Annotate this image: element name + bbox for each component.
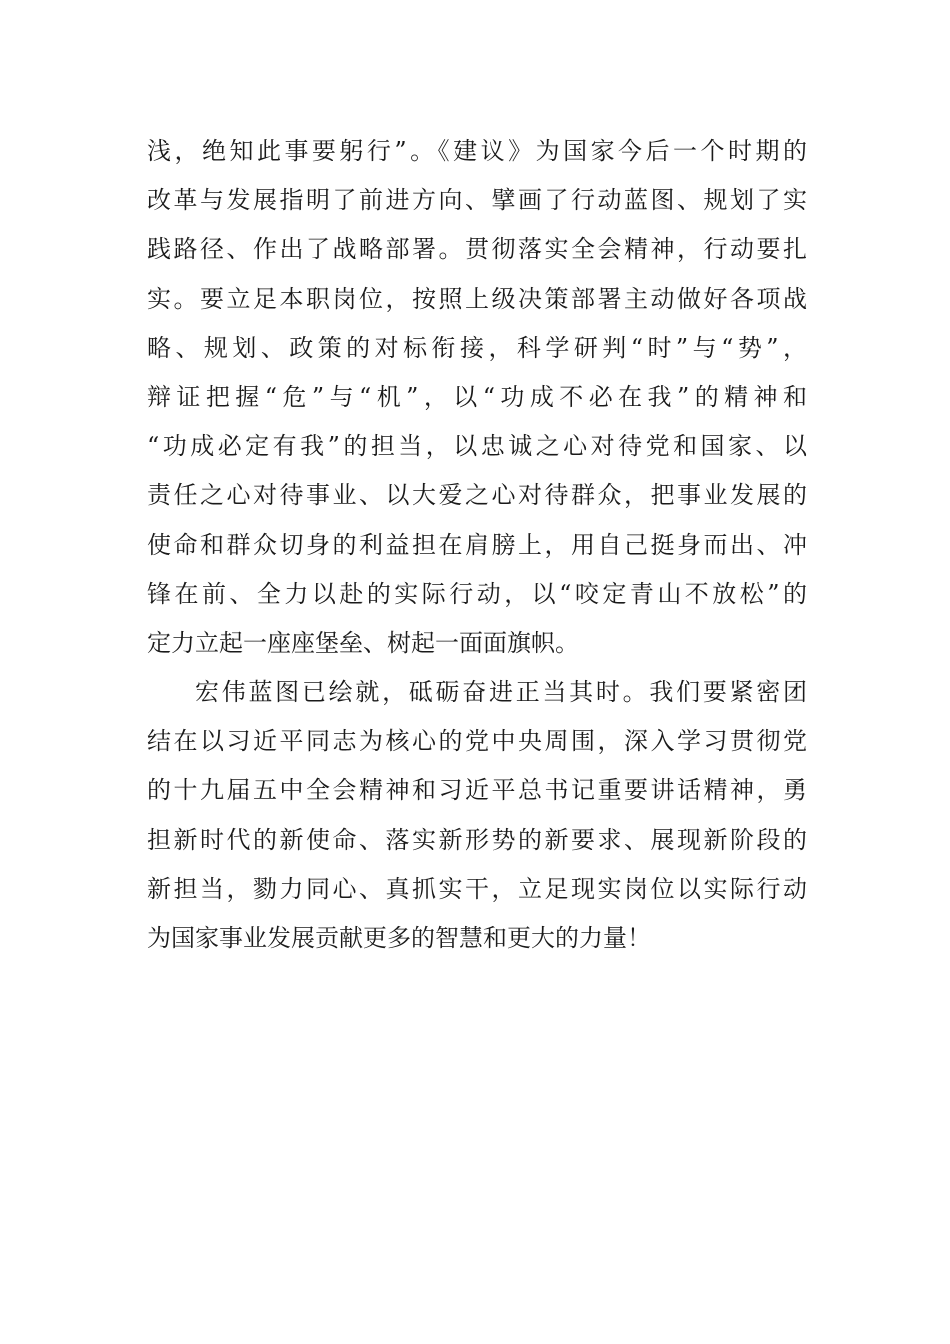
text-line: 改革与发展指明了前进方向、擘画了行动蓝图、规划了实 — [147, 186, 807, 215]
body-text — [147, 127, 807, 963]
text-line: 结在以习近平同志为核心的党中央周围，深入学习贯彻党 — [147, 727, 807, 756]
text-line: “功成必定有我”的担当，以忠诚之心对待党和国家、以 — [147, 432, 807, 461]
text-line: 责任之心对待事业、以大爱之心对待群众，把事业发展的 — [147, 481, 807, 510]
text-line: 宏伟蓝图已绘就，砥砺奋进正当其时。我们要紧密团 — [195, 678, 807, 707]
text-line: 新担当，勠力同心、真抓实干，立足现实岗位以实际行动 — [147, 874, 807, 903]
text-line: 为国家事业发展贡献更多的智慧和更大的力量！ — [147, 924, 651, 952]
text-line: 担新时代的新使命、落实新形势的新要求、展现新阶段的 — [147, 825, 807, 854]
text-line: 的十九届五中全会精神和习近平总书记重要讲话精神，勇 — [147, 776, 807, 805]
text-line: 实。要立足本职岗位，按照上级决策部署主动做好各项战 — [147, 284, 807, 313]
paragraph-2 — [147, 668, 807, 963]
text-line: 践路径、作出了战略部署。贯彻落实全会精神，行动要扎 — [147, 235, 807, 264]
text-line: 浅，绝知此事要躬行”。《建议》为国家今后一个时期的 — [147, 137, 807, 165]
text-line: 略、规划、政策的对标衔接，科学研判“时”与“势”， — [147, 333, 807, 362]
text-line: 辩证把握“危”与“机”，以“功成不必在我”的精神和 — [147, 382, 807, 411]
paragraph-continued — [147, 127, 807, 668]
text-line: 锋在前、全力以赴的实际行动，以“咬定青山不放松”的 — [147, 579, 807, 608]
text-line: 使命和群众切身的利益担在肩膀上，用自己挺身而出、冲 — [147, 530, 807, 559]
text-line: 定力立起一座座堡垒、树起一面面旗帜。 — [147, 628, 579, 657]
